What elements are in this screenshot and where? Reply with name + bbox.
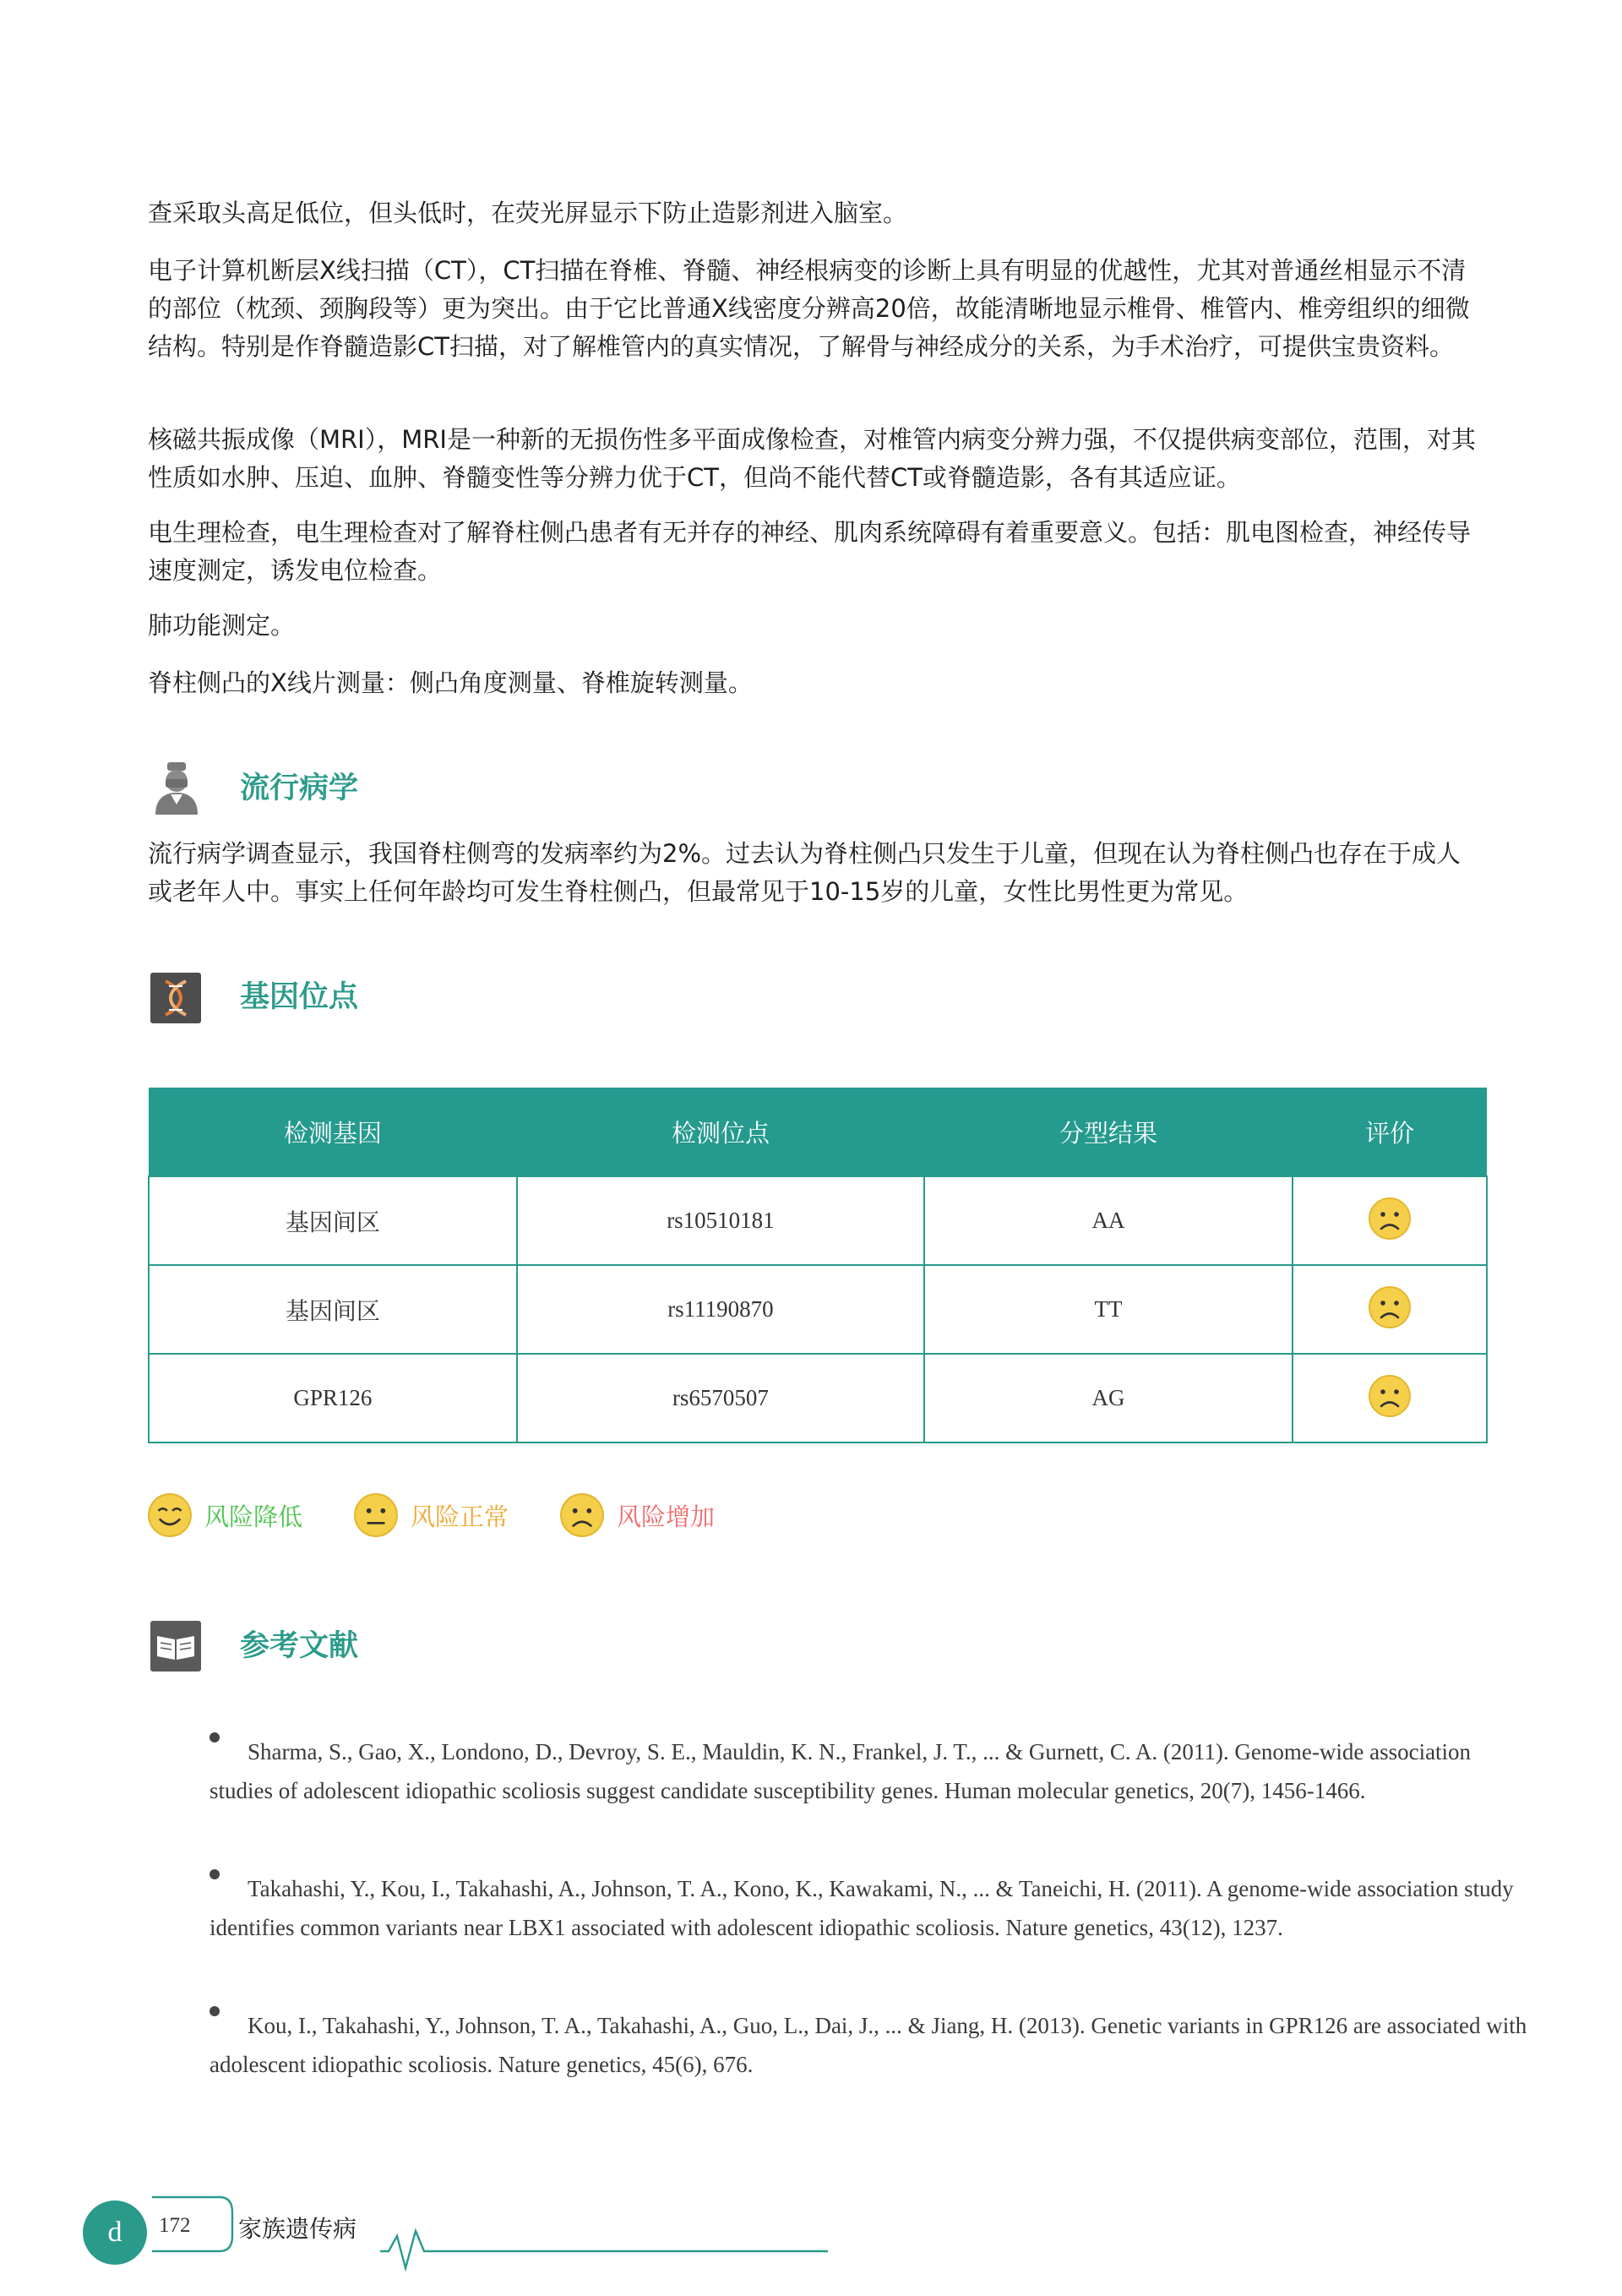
cell-locus: rs6570507 xyxy=(517,1354,925,1442)
legend-risk-decreased xyxy=(147,1491,302,1540)
book-icon xyxy=(150,1621,201,1672)
table-row xyxy=(149,1176,1487,1265)
sad-face-icon xyxy=(1368,1374,1412,1418)
header-genotype: 分型结果 xyxy=(924,1088,1293,1176)
header-rating: 评价 xyxy=(1293,1088,1487,1176)
book-title: 家族遗传病 xyxy=(238,2215,357,2243)
table-row xyxy=(149,1265,1487,1354)
page-number: 172 xyxy=(159,2214,191,2237)
paragraph-lung-function: 肺功能测定。 xyxy=(148,611,296,640)
sad-face-icon xyxy=(1368,1285,1412,1329)
cell-genotype: TT xyxy=(924,1265,1293,1354)
cell-gene: 基因间区 xyxy=(149,1176,517,1265)
reference-item: Takahashi, Y., Kou, I., Takahashi, A., Johnson, T. A., Kono, K., Kawakami, N., ... & Taneichi, H. (2011). A genome-wide association study identifies common variants near LBX1 associated with adolescent idiopathic scoliosis. Nature genetics, 43(12), 1237. xyxy=(210,1876,1514,1940)
paragraph-xray-measurement: 脊柱侧凸的X线片测量：侧凸角度测量、脊椎旋转测量。 xyxy=(148,668,753,697)
cell-rating xyxy=(1293,1265,1487,1354)
cell-genotype: AA xyxy=(924,1176,1293,1265)
footer-badge: d xyxy=(83,2201,147,2265)
gene-loci-table xyxy=(148,1088,1488,1443)
epidemiology-text: 流行病学调查显示，我国脊柱侧弯的发病率约为2%。过去认为脊柱侧凸只发生于儿童，但现在认为脊柱侧凸也存在于成人或老年人中。事实上任何年龄均可发生脊柱侧凸，但最常见于10-15岁的儿童，女性比男性更为常见。 xyxy=(148,839,1461,906)
doctor-icon xyxy=(150,761,203,813)
cell-locus: rs11190870 xyxy=(517,1265,925,1354)
cell-gene: 基因间区 xyxy=(149,1265,517,1354)
smile-face-icon xyxy=(147,1492,193,1538)
table-row xyxy=(149,1354,1487,1442)
neutral-face-icon xyxy=(353,1492,399,1538)
dna-icon xyxy=(150,973,201,1023)
reference-item: Sharma, S., Gao, X., Londono, D., Devroy, S. E., Mauldin, K. N., Frankel, J. T., ... & Gurnett, C. A. (2011). Genome-wide association studies of adolescent idiopathic scoliosis suggest candidate susceptibility genes. Human molecular genetics, 20(7), 1456-1466. xyxy=(210,1739,1472,1803)
header-gene: 检测基因 xyxy=(149,1088,517,1176)
paragraph-myelography-note: 查采取头高足低位，但头低时，在荧光屏显示下防止造影剂进入脑室。 xyxy=(148,199,908,227)
cell-rating xyxy=(1293,1176,1487,1265)
reference-item: Kou, I., Takahashi, Y., Johnson, T. A., Takahashi, A., Guo, L., Dai, J., ... & Jiang, H. (2013). Genetic variants in GPR126 are associated with adolescent idiopathic scoliosis. Nature genetics, 45(6), 676. xyxy=(210,2013,1527,2077)
cell-genotype: AG xyxy=(924,1354,1293,1442)
footer-decoration xyxy=(127,2180,828,2273)
references-title: 参考文献 xyxy=(240,1629,359,1663)
cell-gene: GPR126 xyxy=(149,1354,517,1442)
legend-risk-increased xyxy=(559,1491,715,1540)
paragraph-electrophysiology: 电生理检查，电生理检查对了解脊柱侧凸患者有无并存的神经、肌肉系统障碍有着重要意义。包括：肌电图检查，神经传导速度测定，诱发电位检查。 xyxy=(148,518,1472,585)
legend-label: 风险正常 xyxy=(411,1502,509,1531)
cell-locus: rs10510181 xyxy=(517,1176,925,1265)
legend-label: 风险增加 xyxy=(617,1502,716,1531)
cell-rating xyxy=(1293,1354,1487,1442)
sad-face-icon xyxy=(1368,1197,1412,1241)
paragraph-mri: 核磁共振成像（MRI），MRI是一种新的无损伤性多平面成像检查，对椎管内病变分辨力强，不仅提供病变部位，范围，对其性质如水肿、压迫、血肿、脊髓变性等分辨力优于CT，但尚不能代替CT或脊髓造影，各有其适应证。 xyxy=(148,425,1476,492)
gene-loci-title: 基因位点 xyxy=(240,980,359,1014)
table-header-row xyxy=(149,1088,1487,1176)
epidemiology-title: 流行病学 xyxy=(240,772,359,805)
sad-face-icon xyxy=(559,1492,605,1538)
header-locus: 检测位点 xyxy=(517,1088,925,1176)
legend-risk-normal xyxy=(353,1491,509,1540)
paragraph-ct-scan: 电子计算机断层X线扫描（CT），CT扫描在脊椎、脊髓、神经根病变的诊断上具有明显的优越性，尤其对普通丝相显示不清的部位（枕颈、颈胸段等）更为突出。由于它比普通X线密度分辨高20倍，故能清晰地显示椎骨、椎管内、椎旁组织的细微结构。特别是作脊髓造影CT扫描，对了解椎管内的真实情况，了解骨与神经成分的关系，为手术治疗，可提供宝贵资料。 xyxy=(148,256,1470,361)
legend-label: 风险降低 xyxy=(204,1502,303,1531)
